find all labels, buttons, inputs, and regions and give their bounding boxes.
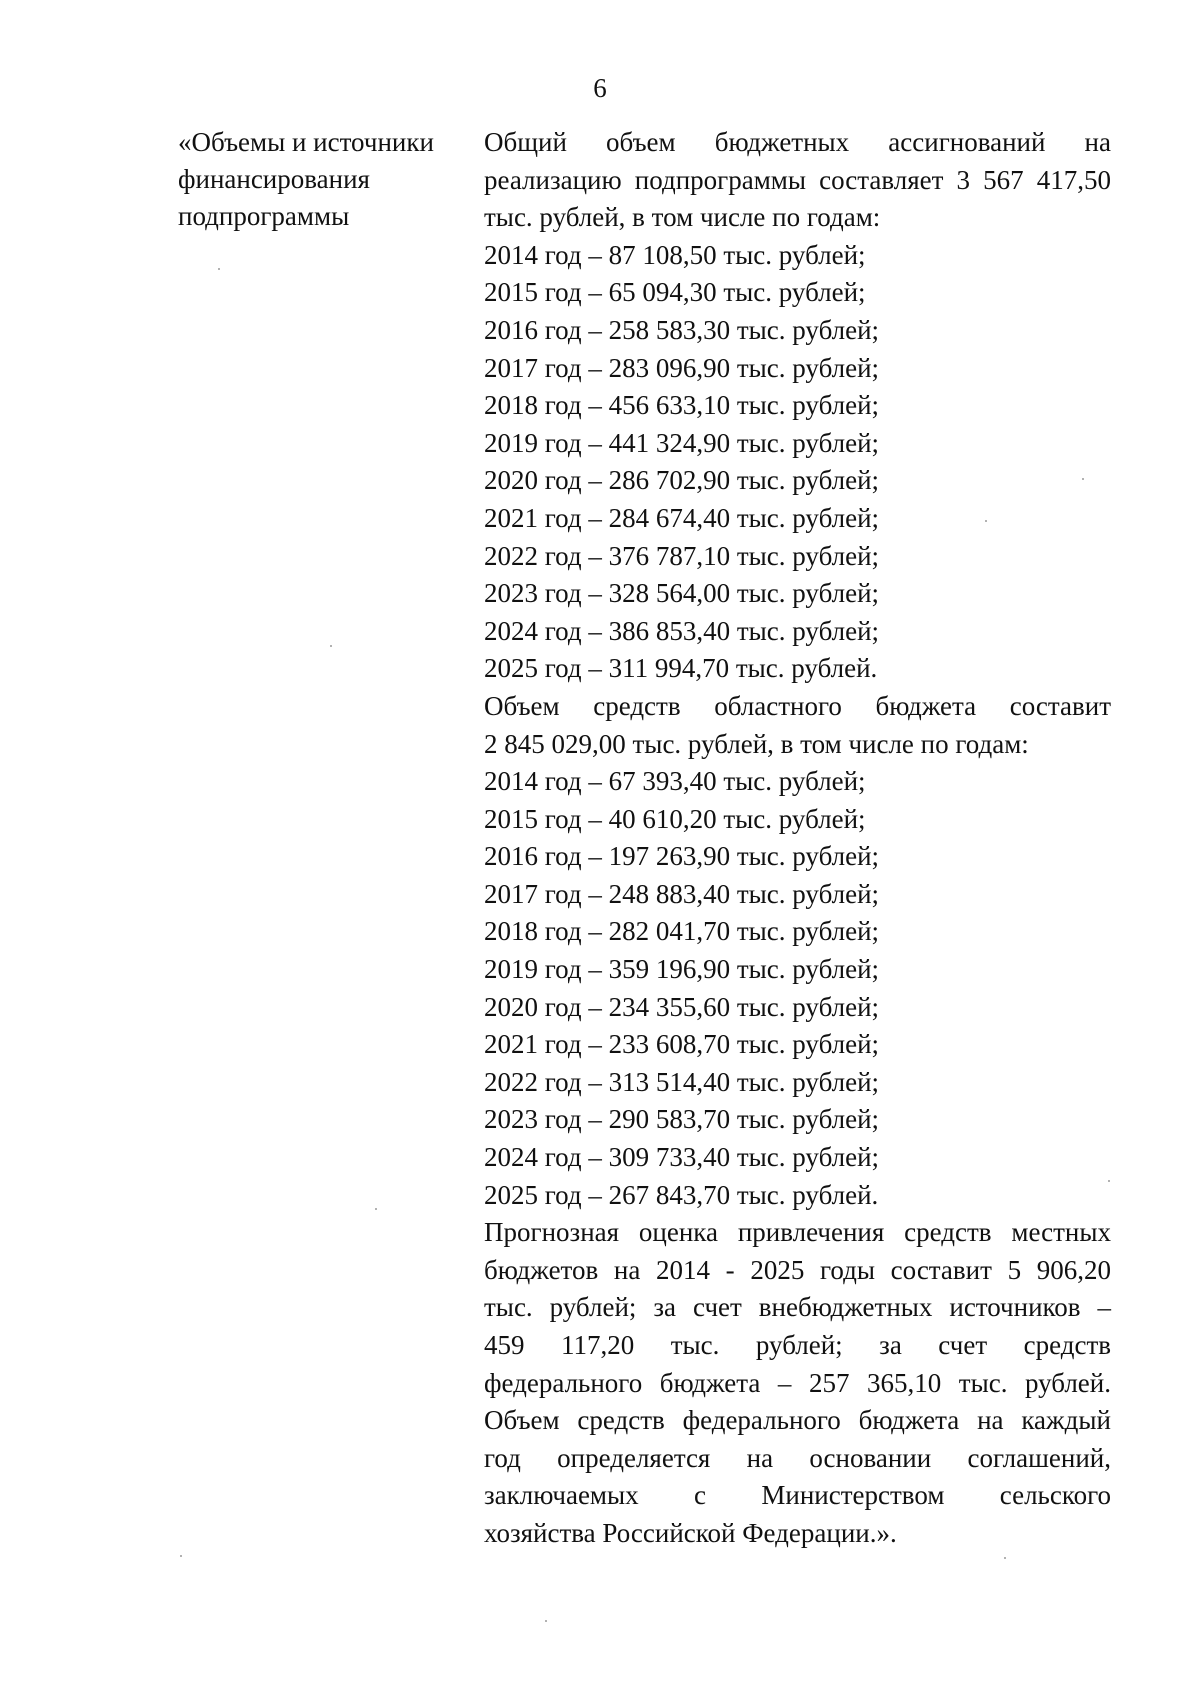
financing-text-line: 2023 год – 290 583,70 тыс. рублей; [484,1104,880,1135]
financing-text-line: 2025 год – 311 994,70 тыс. рублей. [484,653,878,684]
financing-text-line: 2019 год – 359 196,90 тыс. рублей; [484,954,880,985]
financing-text-line: 2023 год – 328 564,00 тыс. рублей; [484,578,880,609]
financing-text-line: 2019 год – 441 324,90 тыс. рублей; [484,427,880,458]
financing-text-line: реализацию подпрограммы составляет 3 567 417,50 [484,164,1111,195]
section-label [178,124,468,235]
financing-text-line: хозяйства Российской Федерации.». [484,1517,897,1548]
financing-text-line: федерального бюджета – 257 365,10 тыс. рублей. [484,1367,1111,1398]
financing-text [484,124,1111,1553]
section-label-line: финансирования [178,164,370,194]
financing-text-line: тыс. рублей, в том числе по годам: [484,202,881,233]
financing-text-line: 2018 год – 282 041,70 тыс. рублей; [484,916,880,947]
financing-text-line: 2014 год – 87 108,50 тыс. рублей; [484,239,866,270]
page-number: 6 [593,73,607,103]
financing-text-line: год определяется на основании соглашений, [484,1442,1111,1473]
financing-text-line: 2018 год – 456 633,10 тыс. рублей; [484,390,880,421]
financing-text-line: 2025 год – 267 843,70 тыс. рублей. [484,1179,879,1210]
section-label-line: «Объемы и источники [178,127,434,157]
financing-text-line: тыс. рублей; за счет внебюджетных источников – [484,1292,1111,1323]
financing-text-line: 2017 год – 248 883,40 тыс. рублей; [484,878,880,909]
financing-text-line: 2020 год – 286 702,90 тыс. рублей; [484,465,880,496]
financing-text-line: Объем средств областного бюджета составит [484,690,1111,721]
financing-text-line: 2017 год – 283 096,90 тыс. рублей; [484,352,880,383]
financing-text-line: 2024 год – 386 853,40 тыс. рублей; [484,615,880,646]
financing-text-line: 459 117,20 тыс. рублей; за счет средств [484,1330,1111,1360]
financing-text-line: 2021 год – 284 674,40 тыс. рублей; [484,502,880,533]
financing-text-line: 2022 год – 376 787,10 тыс. рублей; [484,540,880,571]
financing-text-line: Объем средств федерального бюджета на каждый [484,1405,1111,1436]
financing-text-line: заключаемых с Министерством сельского [484,1480,1111,1511]
financing-text-line: 2 845 029,00 тыс. рублей, в том числе по годам: [484,728,1029,759]
financing-text-line: Общий объем бюджетных ассигнований на [484,127,1111,157]
financing-text-line: 2015 год – 40 610,20 тыс. рублей; [484,803,866,834]
financing-text-line: Прогнозная оценка привлечения средств местных [484,1217,1111,1248]
financing-text-line: 2016 год – 258 583,30 тыс. рублей; [484,314,880,345]
financing-text-line: 2021 год – 233 608,70 тыс. рублей; [484,1029,880,1060]
financing-text-line: бюджетов на 2014 - 2025 годы составит 5 906,20 [484,1254,1111,1285]
financing-text-line: 2022 год – 313 514,40 тыс. рублей; [484,1066,880,1097]
financing-text-line: 2014 год – 67 393,40 тыс. рублей; [484,766,866,797]
financing-text-line: 2016 год – 197 263,90 тыс. рублей; [484,841,880,872]
financing-text-line: 2020 год – 234 355,60 тыс. рублей; [484,991,880,1022]
financing-text-line: 2015 год – 65 094,30 тыс. рублей; [484,277,866,308]
financing-text-line: 2024 год – 309 733,40 тыс. рублей; [484,1142,880,1173]
section-label-line: подпрограммы [178,201,350,231]
